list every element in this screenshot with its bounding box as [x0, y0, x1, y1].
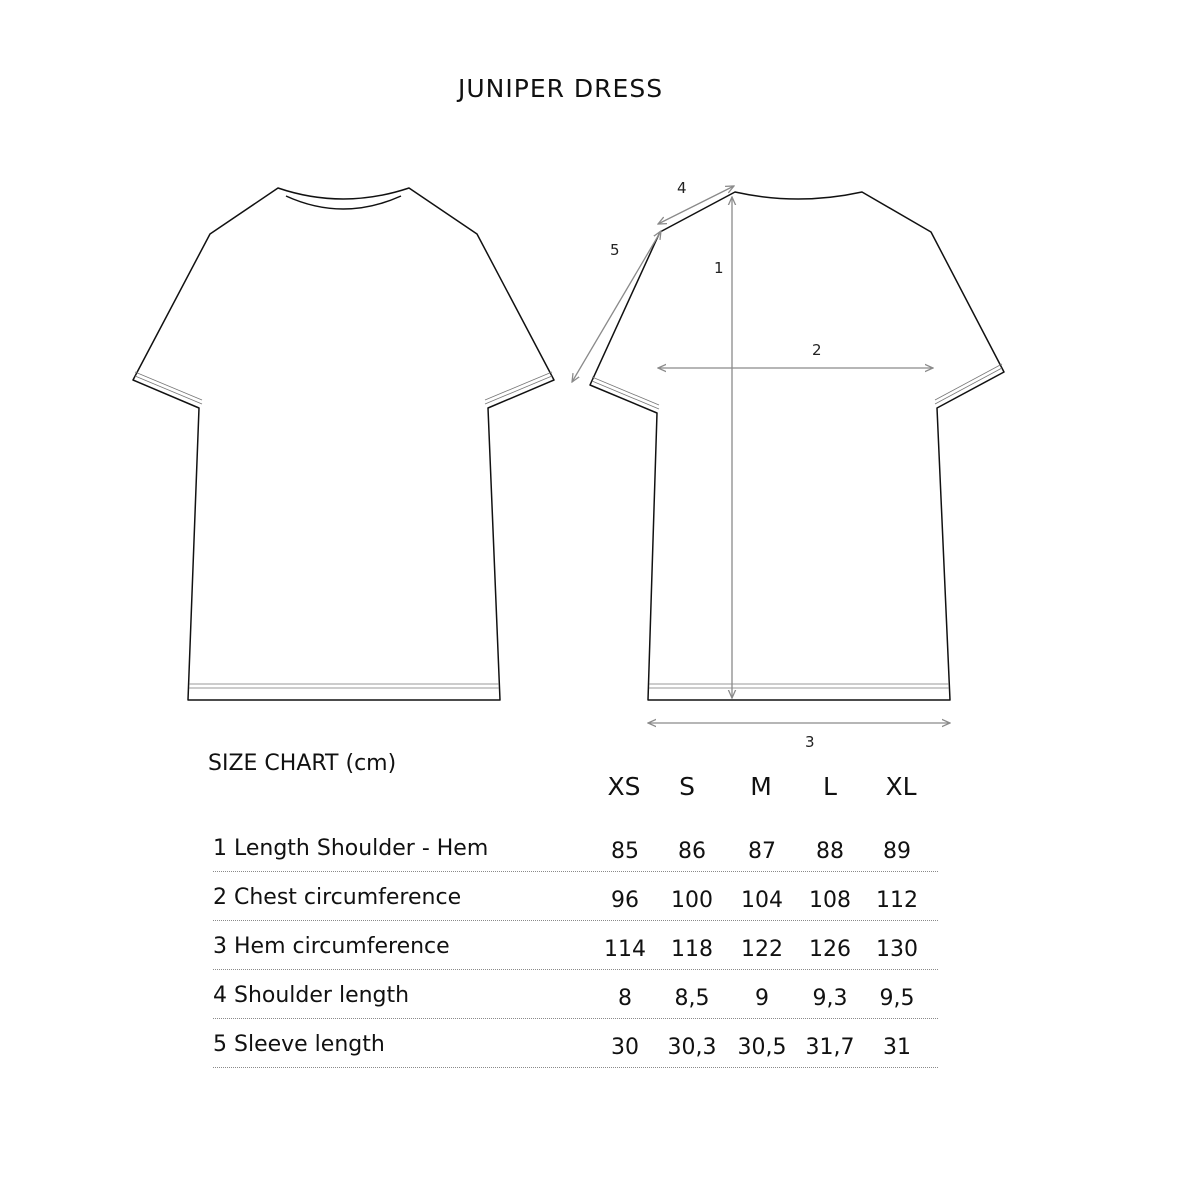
row-label: 4 Shoulder length: [213, 983, 410, 1008]
table-cell: 8,5: [674, 986, 710, 1011]
table-cell: 89: [883, 839, 911, 864]
table-cell: 130: [876, 937, 918, 962]
size-header-xl: XL: [885, 772, 917, 801]
table-cell: 86: [678, 839, 706, 864]
table-cell: 126: [809, 937, 851, 962]
row-label: 1 Length Shoulder - Hem: [213, 836, 489, 861]
page-title: JUNIPER DRESS: [458, 74, 664, 103]
table-cell: 104: [741, 888, 783, 913]
table-row: [213, 871, 938, 921]
table-cell: 112: [876, 888, 918, 913]
table-row: [213, 969, 938, 1019]
dimension-label-3: 3: [805, 733, 815, 751]
table-cell: 31,7: [805, 1035, 855, 1060]
dimension-label-5: 5: [610, 241, 620, 259]
dimension-label-1: 1: [714, 259, 724, 277]
table-row: [213, 1018, 938, 1068]
table-cell: 108: [809, 888, 851, 913]
table-row: [213, 920, 938, 970]
table-cell: 85: [611, 839, 639, 864]
front-view: [133, 188, 554, 700]
size-header-l: L: [823, 772, 837, 801]
dimension-label-2: 2: [812, 341, 822, 359]
table-cell: 87: [748, 839, 776, 864]
table-cell: 122: [741, 937, 783, 962]
table-row: [213, 822, 938, 872]
table-cell: 9: [755, 986, 769, 1011]
table-cell: 9,3: [812, 986, 848, 1011]
table-cell: 30: [611, 1035, 639, 1060]
table-cell: 30,5: [737, 1035, 787, 1060]
table-cell: 88: [816, 839, 844, 864]
size-header-s: S: [679, 772, 695, 801]
table-cell: 118: [671, 937, 713, 962]
table-cell: 100: [671, 888, 713, 913]
table-cell: 30,3: [667, 1035, 717, 1060]
measurement-lines: [572, 186, 950, 723]
table-cell: 8: [618, 986, 632, 1011]
table-cell: 96: [611, 888, 639, 913]
row-label: 2 Chest circumference: [213, 885, 462, 910]
back-view: [590, 192, 1004, 700]
row-label: 5 Sleeve length: [213, 1032, 385, 1057]
table-cell: 9,5: [879, 986, 915, 1011]
dimension-label-4: 4: [677, 179, 687, 197]
table-cell: 114: [604, 937, 646, 962]
size-header-xs: XS: [607, 772, 641, 801]
size-chart-title: SIZE CHART (cm): [208, 751, 397, 776]
row-label: 3 Hem circumference: [213, 934, 450, 959]
shoulder-measure-line: [658, 186, 734, 224]
table-cell: 31: [883, 1035, 911, 1060]
size-header-m: M: [750, 772, 772, 801]
